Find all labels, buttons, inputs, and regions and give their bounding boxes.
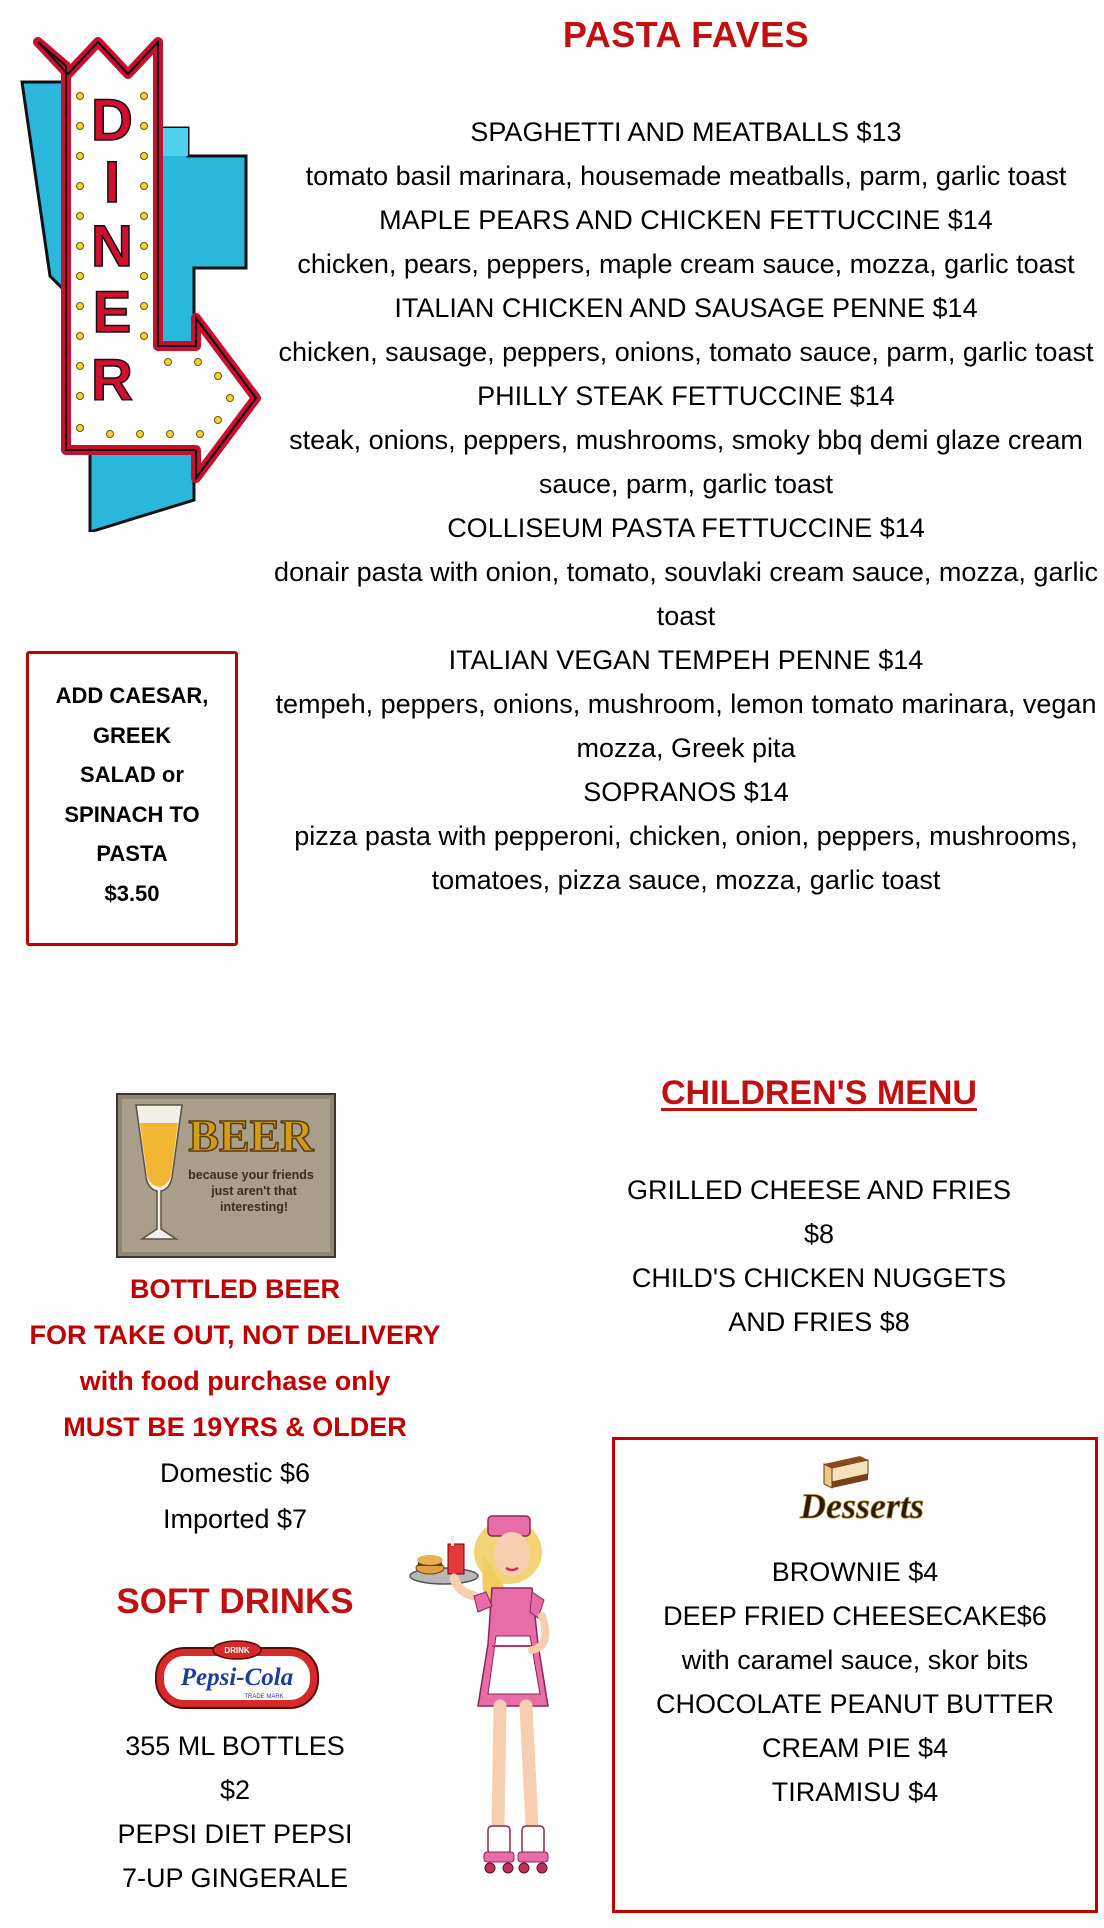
children-menu-line: CHILD'S CHICKEN NUGGETS [631,1263,1007,1293]
pasta-item-name: MAPLE PEARS AND CHICKEN FETTUCCINE $14 [379,205,993,235]
children-menu-line: $8 [803,1219,835,1249]
soft-drinks-list [60,1724,410,1900]
beer-notice: MUST BE 19YRS & OLDER [63,1412,407,1442]
pasta-item-description: tempeh, peppers, onions, mushroom, lemon tomato marinara, vegan mozza, Greek pita [275,689,1097,763]
diner-sign-letter-i: I [103,150,121,215]
dessert-line: BROWNIE $4 [771,1557,939,1587]
children-menu-list [590,1168,1048,1344]
pepsi-logo-text: Pepsi-Cola [180,1664,294,1691]
beer-sign-caption: just aren't that [211,1184,297,1198]
pasta-item-name: COLLISEUM PASTA FETTUCCINE $14 [447,513,925,543]
beer-sign-caption: because your friends [188,1168,314,1182]
diner-sign-letter-d: D [91,88,133,153]
pasta-item-description: chicken, pears, peppers, maple cream sauce, mozza, garlic toast [297,249,1075,279]
beer-sign-caption: interesting! [219,1200,289,1214]
diner-sign-letter-n: N [91,214,133,279]
beer-heading: BOTTLED BEER [129,1274,340,1304]
beer-sign-title: BEER [188,1110,314,1161]
dessert-line: CHOCOLATE PEANUT BUTTER [655,1689,1055,1719]
dessert-line: CREAM PIE $4 [761,1733,949,1763]
pasta-item-name: ITALIAN CHICKEN AND SAUSAGE PENNE $14 [394,293,978,323]
soft-drinks-line: 355 ML BOTTLES [125,1731,345,1761]
cake-slice-icon [824,1456,868,1488]
children-menu-line: AND FRIES $8 [728,1307,910,1337]
soft-drinks-line: PEPSI DIET PEPSI [117,1819,353,1849]
soft-drinks-price: $2 [219,1775,251,1805]
diner-sign-letter-e: E [92,280,132,345]
pasta-item-description: tomato basil marinara, housemade meatballs, parm, garlic toast [305,161,1067,191]
salad-addon-line: GREEK [92,722,172,748]
dessert-description: with caramel sauce, skor bits [681,1645,1029,1675]
desserts-list [616,1550,1094,1814]
salad-addon-price: $3.50 [104,880,160,906]
pasta-menu-list [272,110,1100,902]
children-menu-line: GRILLED CHEESE AND FRIES [626,1175,1012,1205]
pasta-item-name: SOPRANOS $14 [583,777,789,807]
diner-sign-letter-r: R [91,348,133,413]
soft-drinks-title: SOFT DRINKS [116,1582,354,1621]
children-menu-title: CHILDREN'S MENU [661,1074,977,1112]
dessert-line: TIRAMISU $4 [771,1777,939,1807]
pasta-item-description: chicken, sausage, peppers, onions, tomato sauce, parm, garlic toast [278,337,1094,367]
pasta-section-title: PASTA FAVES [562,14,810,55]
pasta-item-name: ITALIAN VEGAN TEMPEH PENNE $14 [448,645,924,675]
beer-sign-image [116,1093,336,1258]
salad-addon-line: PASTA [96,841,168,866]
pasta-item-name: SPAGHETTI AND MEATBALLS $13 [470,117,902,147]
diner-sign-image [18,36,266,532]
beer-notice: with food purchase only [79,1366,391,1396]
salad-addon-line: ADD CAESAR, [55,683,209,708]
soft-drinks-line: 7-UP GINGERALE [121,1863,349,1893]
pasta-item-description: steak, onions, peppers, mushrooms, smoky bbq demi glaze cream sauce, parm, garlic toast [289,425,1083,499]
pasta-item-description: donair pasta with onion, tomato, souvlaki cream sauce, mozza, garlic toast [274,557,1098,631]
pepsi-logo-top: DRINK [224,1646,250,1655]
desserts-logo-text: Desserts [800,1486,924,1526]
desserts-logo-image [764,1452,960,1532]
beer-price: Imported $7 [162,1504,308,1534]
pasta-item-name: PHILLY STEAK FETTUCCINE $14 [477,381,895,411]
pepsi-logo-image [152,1636,322,1718]
pasta-item-description: pizza pasta with pepperoni, chicken, onion, peppers, mushrooms, tomatoes, pizza sauce, mozza, garlic toast [294,821,1078,895]
salad-addon-line: SALAD or [80,762,184,787]
bottled-beer-section [0,1266,470,1542]
beer-price: Domestic $6 [159,1458,311,1488]
dessert-line: DEEP FRIED CHEESECAKE$6 [663,1601,1047,1631]
pepsi-logo-bottom: TRADE MARK [244,1694,284,1700]
carhop-waitress-image [408,1496,574,1910]
beer-notice: FOR TAKE OUT, NOT DELIVERY [29,1320,441,1350]
salad-addon-text [26,676,238,913]
salad-addon-line: SPINACH TO [64,801,200,827]
